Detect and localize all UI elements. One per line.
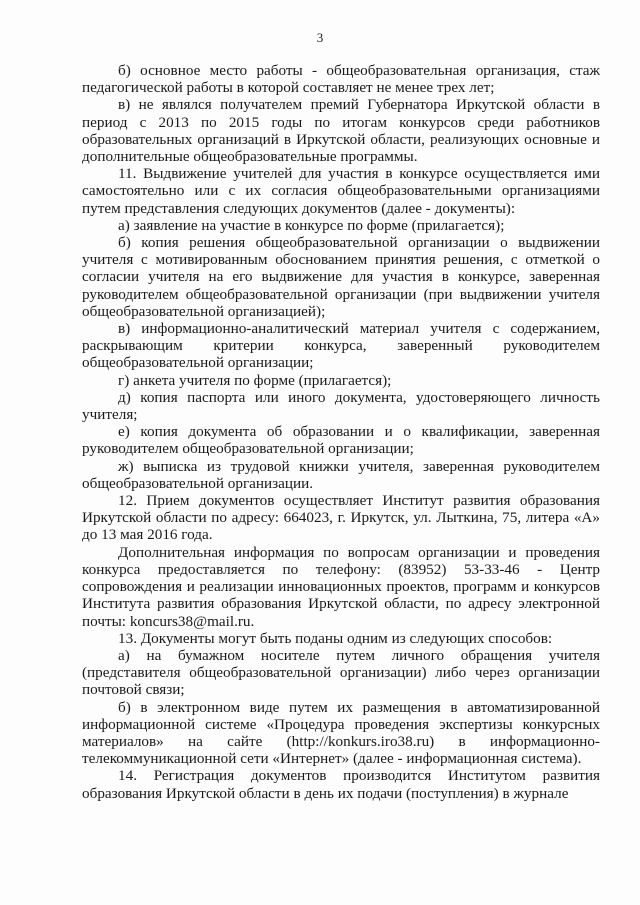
paragraph-e-education-copy: е) копия документа об образовании и о квалификации, заверенная руководителем общеобразовательной организации;	[82, 423, 600, 458]
paragraph-g-questionnaire: г) анкета учителя по форме (прилагается);	[118, 371, 392, 389]
paragraph-additional-info: Дополнительная информация по вопросам организации и проведения конкурса предоставляется по телефону: (83952) 53-33-46 - Центр сопровождения и реализации инновационных проектов, программ и конкурсов Института развития образования Иркутской области, по адресу электронной почты: koncurs38@mail.ru.	[82, 543, 600, 630]
paragraph-11-nomination: 11. Выдвижение учителей для участия в конкурсе осуществляется ими самостоятельно или с их согласия общеобразовательными организациями путем представления следующих документов (далее - документы):	[82, 165, 600, 217]
paragraph-a-application: а) заявление на участие в конкурсе по форме (прилагается);	[118, 216, 505, 234]
paragraph-12-document-intake: 12. Прием документов осуществляет Институт развития образования Иркутской области по адресу: 664023, г. Иркутск, ул. Лыткина, 75, литера «А» до 13 мая 2016 года.	[82, 492, 600, 544]
paragraph-v-no-premium: в) не являлся получателем премий Губернатора Иркутской области в период с 2013 по 2015 годы по итогам конкурсов среди работников образовательных организаций в Иркутской области, реализующих основные и дополнительные общеобразовательные программы.	[82, 96, 600, 166]
paragraph-b-decision-copy: б) копия решения общеобразовательной организации о выдвижении учителя с мотивированным обоснованием принятия решения, с отметкой о согласии учителя на его выдвижение для участия в конкурсе, заверенная руководителем общеобразовательной организации (при выдвижении учителя общеобразовательной организацией);	[82, 234, 600, 320]
paragraph-b-workplace: б) основное место работы - общеобразовательная организация, стаж педагогической работы в которой составляет не менее трех лет;	[82, 62, 600, 97]
paragraph-13-submission-methods: 13. Документы могут быть поданы одним из следующих способов:	[118, 629, 553, 647]
page-number: 3	[316, 30, 324, 45]
paragraph-14-registration: 14. Регистрация документов производится Институтом развития образования Иркутской области в день их подачи (поступления) в журнале	[82, 767, 600, 802]
paragraph-d-passport-copy: д) копия паспорта или иного документа, удостоверяющего личность учителя;	[82, 388, 600, 424]
paragraph-zh-employment-record: ж) выписка из трудовой книжки учителя, заверенная руководителем общеобразовательной организации.	[82, 457, 600, 492]
paragraph-b-electronic-submission: б) в электронном виде путем их размещения в автоматизированной информационной системе «Процедура проведения экспертизы конкурсных материалов» на сайте (http://konkurs.iro38.ru) в информационно-телекоммуникационной сети «Интернет» (далее - информационная система).	[82, 698, 600, 768]
paragraph-a-paper-submission: а) на бумажном носителе путем личного обращения учителя (представителя общеобразовательной организации) либо через организации почтовой связи;	[82, 646, 600, 699]
paragraph-v-analytic-material: в) информационно-аналитический материал учителя с содержанием, раскрывающим критерии конкурса, заверенный руководителем общеобразовательной организации;	[82, 320, 600, 372]
document-body	[82, 62, 600, 802]
